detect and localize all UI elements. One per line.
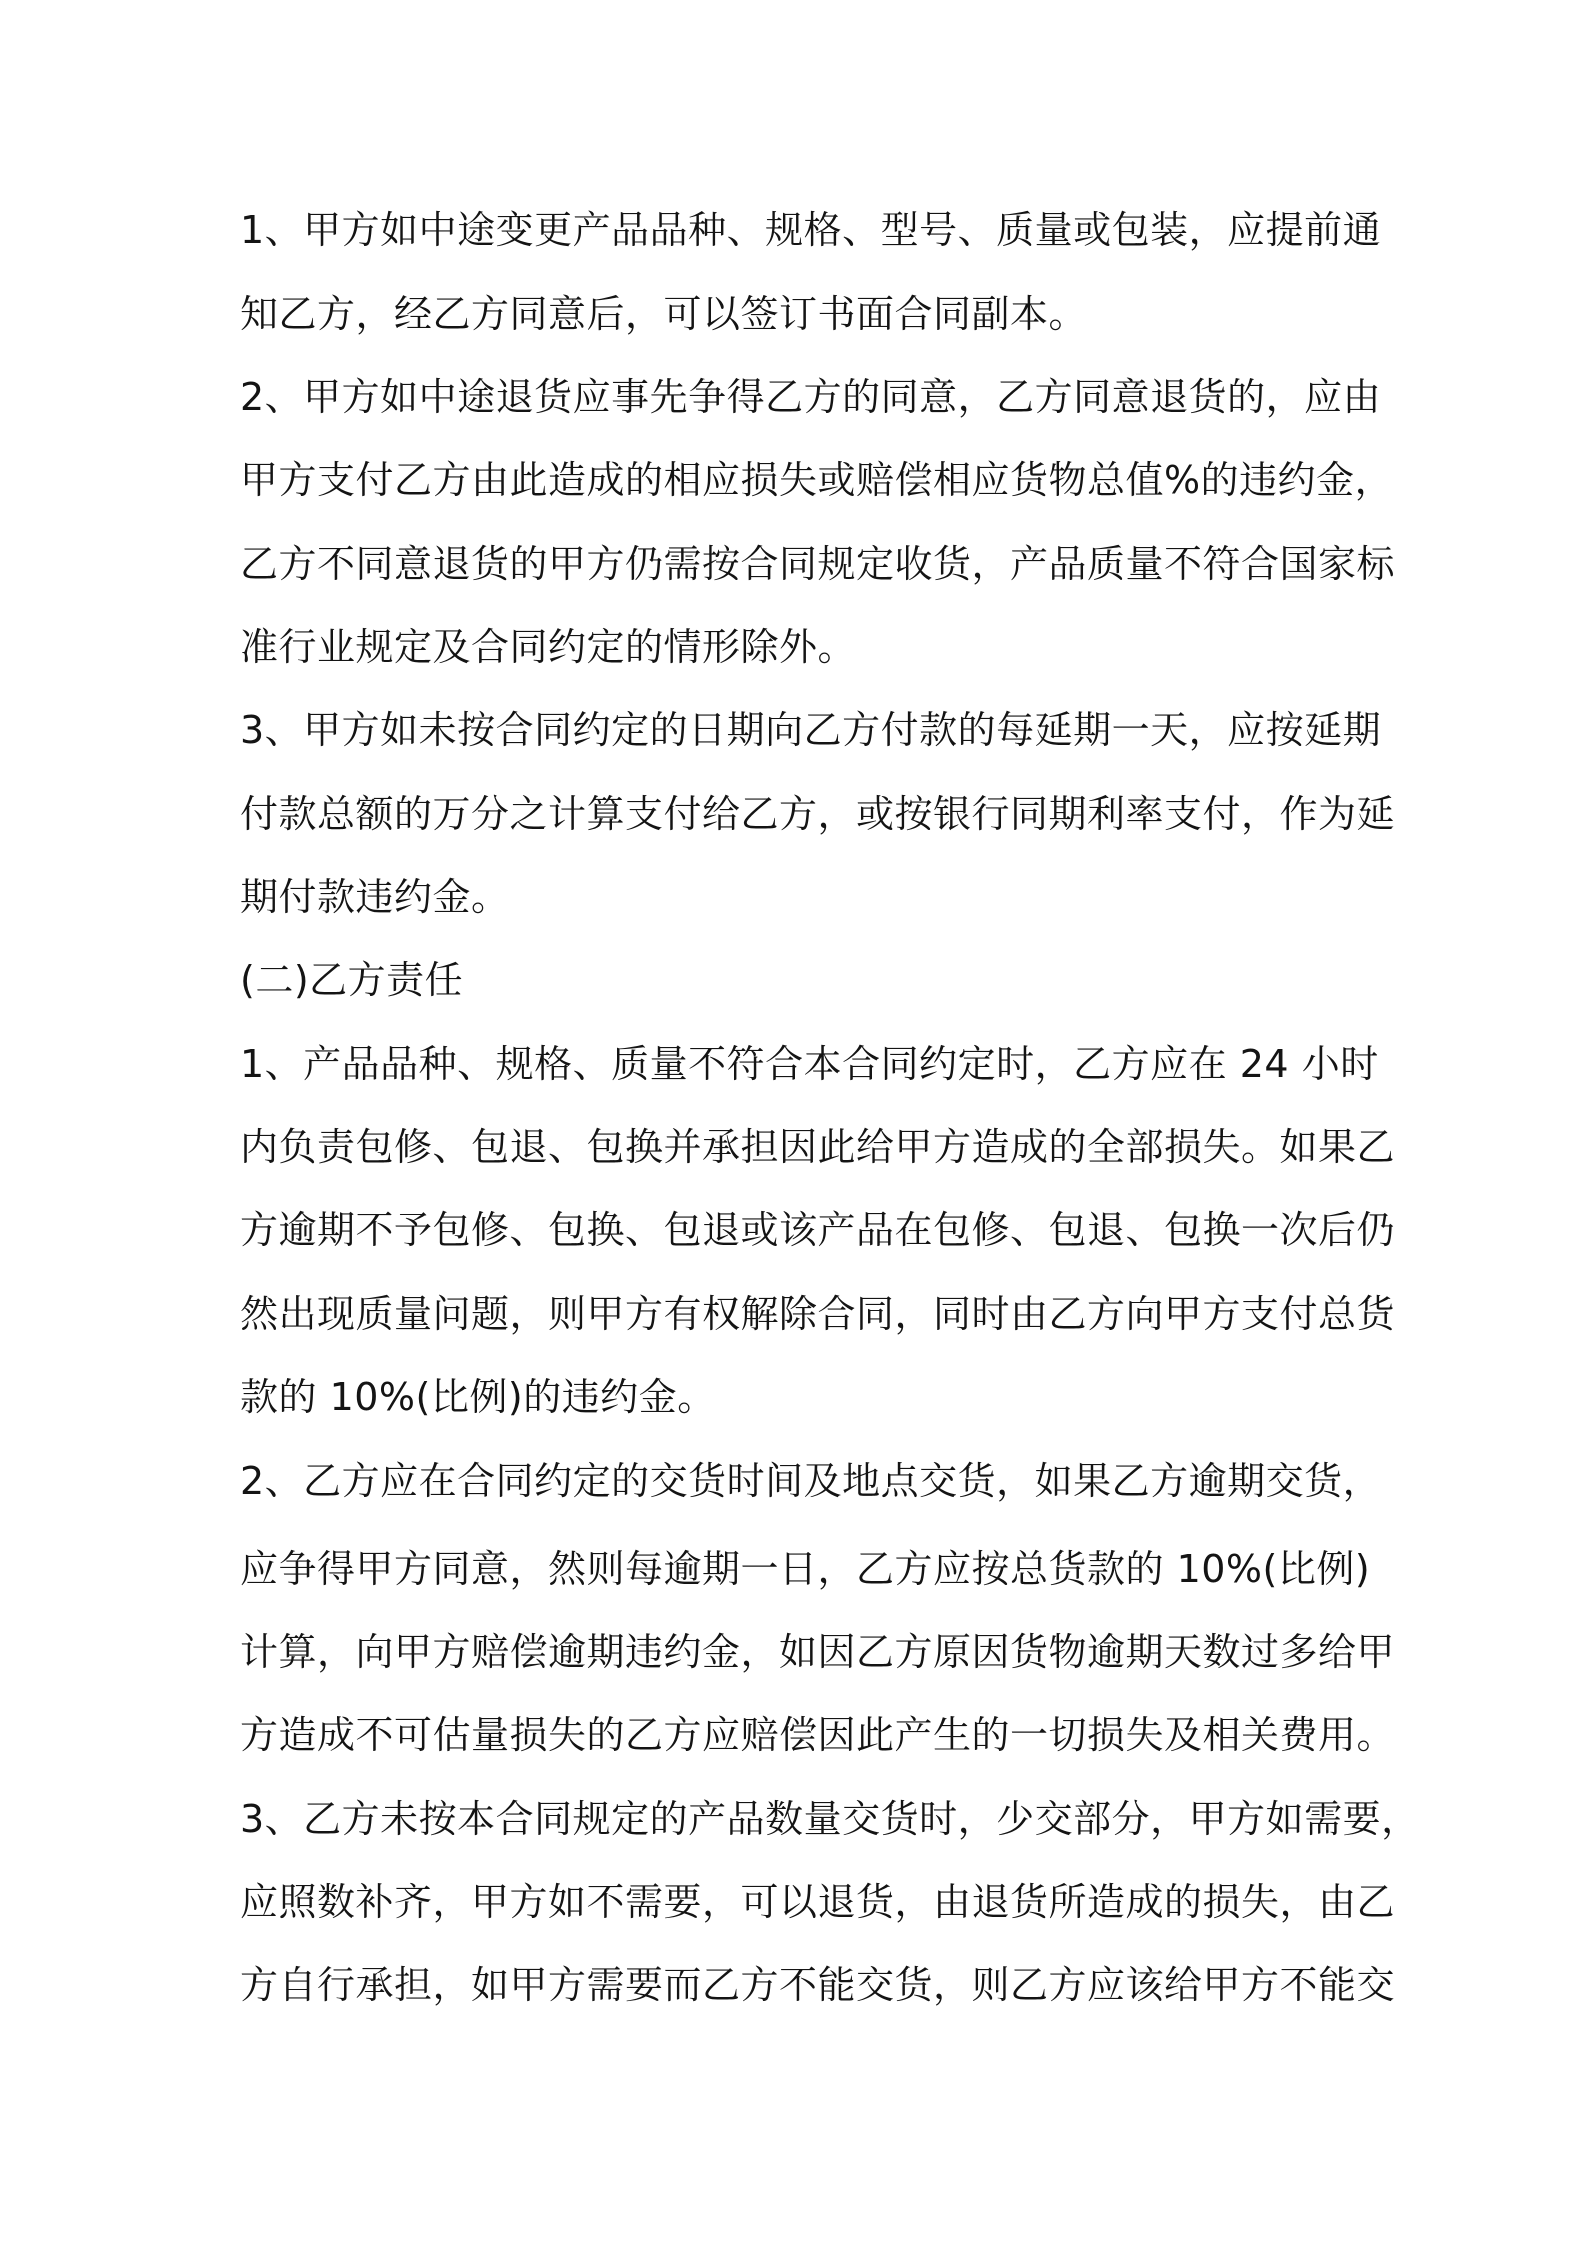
document-line: 应照数补齐，甲方如不需要，可以退货，由退货所造成的损失，由乙 (240, 1880, 1396, 1924)
document-line: 方造成不可估量损失的乙方应赔偿因此产生的一切损失及相关费用。 (240, 1713, 1396, 1757)
document-line: 1、甲方如中途变更产品品种、规格、型号、质量或包装，应提前通 (240, 208, 1382, 252)
document-line: 2、乙方应在合同约定的交货时间及地点交货，如果乙方逾期交货， (240, 1459, 1382, 1503)
document-line: 知乙方，经乙方同意后，可以签订书面合同副本。 (240, 292, 1088, 336)
document-line: 然出现质量问题，则甲方有权解除合同，同时由乙方向甲方支付总货 (240, 1292, 1396, 1336)
document-line: 准行业规定及合同约定的情形除外。 (240, 625, 857, 669)
document-line: 2、甲方如中途退货应事先争得乙方的同意，乙方同意退货的，应由 (240, 375, 1382, 419)
document-line: 方自行承担，如甲方需要而乙方不能交货，则乙方应该给甲方不能交 (240, 1963, 1396, 2007)
document-line: 计算，向甲方赔偿逾期违约金，如因乙方原因货物逾期天数过多给甲 (240, 1630, 1396, 1674)
document-line: 期付款违约金。 (240, 875, 510, 919)
document-line: 内负责包修、包退、包换并承担因此给甲方造成的全部损失。如果乙 (240, 1125, 1396, 1169)
document-line: 3、甲方如未按合同约定的日期向乙方付款的每延期一天，应按延期 (240, 708, 1382, 752)
document-line: 1、产品品种、规格、质量不符合本合同约定时，乙方应在 24 小时 (240, 1042, 1379, 1086)
document-line: 方逾期不予包修、包换、包退或该产品在包修、包退、包换一次后仍 (240, 1208, 1396, 1252)
document-line: 应争得甲方同意，然则每逾期一日，乙方应按总货款的 10%(比例) (240, 1547, 1371, 1591)
document-line: 款的 10%(比例)的违约金。 (240, 1375, 716, 1419)
document-line: 付款总额的万分之计算支付给乙方，或按银行同期利率支付，作为延 (240, 792, 1396, 836)
document-line: 3、乙方未按本合同规定的产品数量交货时，少交部分，甲方如需要， (240, 1797, 1420, 1841)
document-line: 乙方不同意退货的甲方仍需按合同规定收货，产品质量不符合国家标 (240, 542, 1396, 586)
document-line: 甲方支付乙方由此造成的相应损失或赔偿相应货物总值%的违约金， (240, 458, 1394, 502)
section-heading: (二)乙方责任 (240, 958, 464, 1002)
